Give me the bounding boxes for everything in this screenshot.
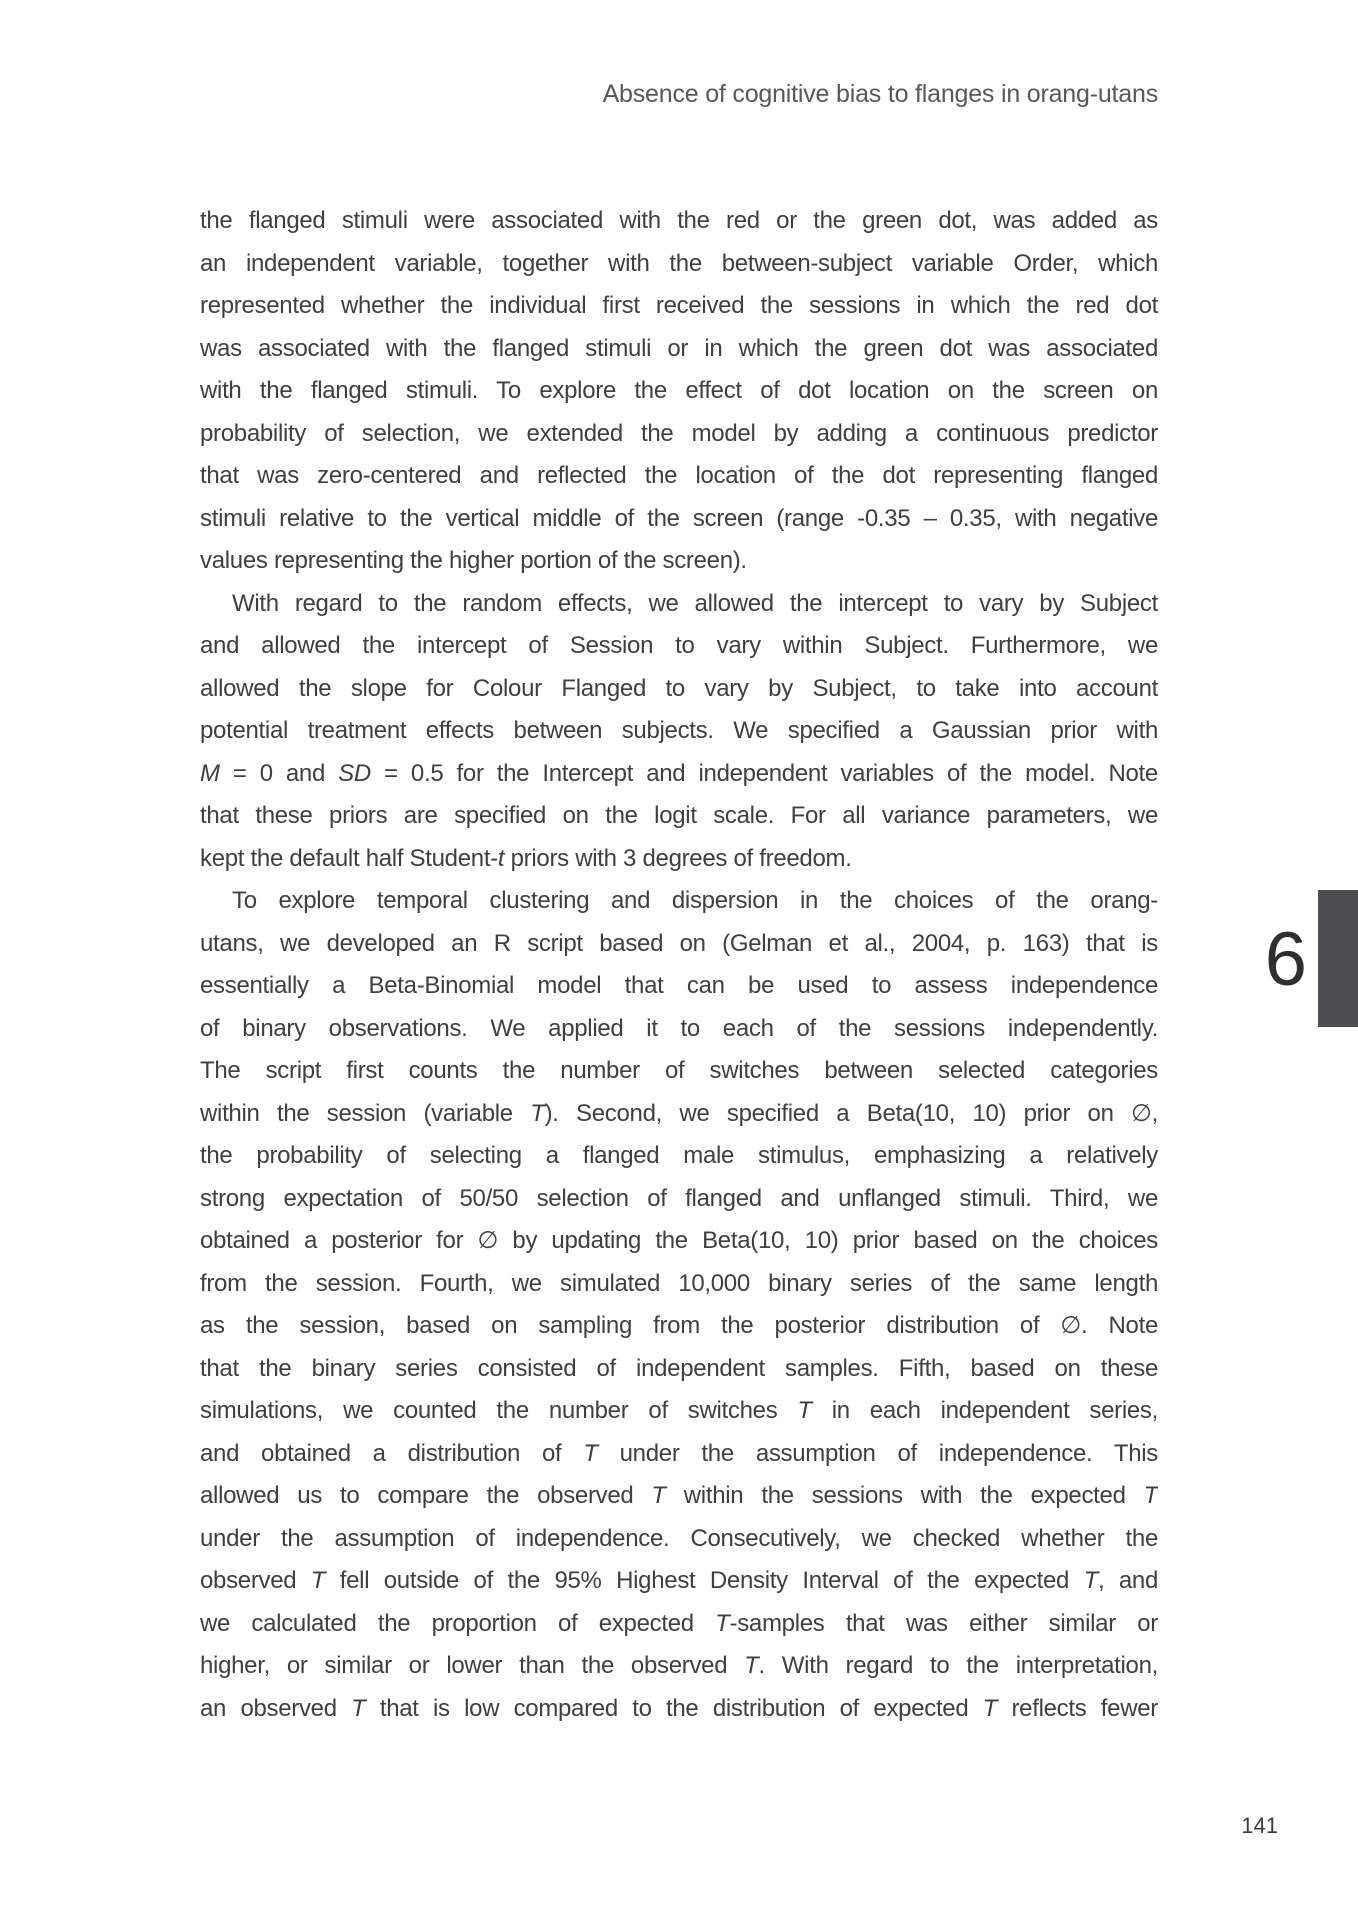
body-line: an observed T that is low compared to the distribution of expected T reflects fewer — [200, 1694, 1158, 1722]
body-line: within the session (variable T). Second, we specified a Beta(10, 10) prior on ∅, — [200, 1099, 1158, 1127]
body-line: was associated with the flanged stimuli or in which the green dot was associated — [200, 334, 1158, 362]
body-line: and obtained a distribution of T under the assumption of independence. This — [200, 1439, 1158, 1467]
body-line: that was zero-centered and reflected the location of the dot representing flanged — [200, 462, 1158, 489]
body-line: under the assumption of independence. Consecutively, we checked whether the — [200, 1524, 1158, 1552]
body-line: as the session, based on sampling from the posterior distribution of ∅. Note — [200, 1312, 1158, 1339]
body-line: stimuli relative to the vertical middle of the screen (range -0.35 – 0.35, with negative — [200, 504, 1158, 532]
paragraph — [200, 880, 1158, 1730]
chapter-tab-marker — [1318, 890, 1358, 1027]
body-line: The script first counts the number of switches between selected categories — [200, 1057, 1158, 1084]
body-line: that the binary series consisted of independent samples. Fifth, based on these — [200, 1354, 1158, 1382]
body-line: represented whether the individual first received the sessions in which the red dot — [200, 292, 1158, 319]
body-line: observed T fell outside of the 95% Highest Density Interval of the expected T, and — [200, 1567, 1158, 1594]
body-line: M = 0 and SD = 0.5 for the Intercept and independent variables of the model. Note — [200, 759, 1158, 787]
body-line: values representing the higher portion of the screen). — [200, 547, 747, 574]
body-text — [200, 200, 1158, 1730]
body-line: strong expectation of 50/50 selection of flanged and unflanged stimuli. Third, we — [200, 1184, 1158, 1212]
body-line: the flanged stimuli were associated with the red or the green dot, was added as — [200, 207, 1158, 234]
body-line: With regard to the random effects, we allowed the intercept to vary by Subject — [232, 589, 1158, 617]
body-line: the probability of selecting a flanged male stimulus, emphasizing a relatively — [200, 1142, 1158, 1169]
body-line: allowed the slope for Colour Flanged to vary by Subject, to take into account — [200, 674, 1158, 702]
body-line: probability of selection, we extended the model by adding a continuous predictor — [200, 419, 1158, 447]
paragraph — [200, 583, 1158, 881]
page-number: 141 — [1241, 1813, 1278, 1838]
body-line: that these priors are specified on the logit scale. For all variance parameters, we — [200, 802, 1158, 829]
body-line: utans, we developed an R script based on (Gelman et al., 2004, p. 163) that is — [200, 929, 1158, 957]
body-line: of binary observations. We applied it to each of the sessions independently. — [200, 1014, 1158, 1042]
body-line: simulations, we counted the number of switches T in each independent series, — [200, 1397, 1158, 1424]
body-line: essentially a Beta-Binomial model that can be used to assess independence — [200, 972, 1158, 999]
chapter-number: 6 — [1264, 917, 1307, 1002]
body-line: potential treatment effects between subjects. We specified a Gaussian prior with — [200, 717, 1158, 744]
body-line: obtained a posterior for ∅ by updating the Beta(10, 10) prior based on the choices — [200, 1227, 1158, 1254]
body-line: we calculated the proportion of expected T-samples that was either similar or — [200, 1609, 1158, 1637]
body-line: kept the default half Student-t priors with 3 degrees of freedom. — [200, 844, 852, 872]
body-line: allowed us to compare the observed T within the sessions with the expected T — [200, 1482, 1158, 1509]
body-line: higher, or similar or lower than the observed T. With regard to the interpretation, — [200, 1652, 1158, 1679]
body-line: with the flanged stimuli. To explore the effect of dot location on the screen on — [200, 377, 1158, 404]
body-line: and allowed the intercept of Session to vary within Subject. Furthermore, we — [200, 632, 1158, 659]
body-line: from the session. Fourth, we simulated 10,000 binary series of the same length — [200, 1269, 1158, 1297]
body-line: To explore temporal clustering and dispersion in the choices of the orang- — [232, 887, 1158, 914]
body-line: an independent variable, together with the between-subject variable Order, which — [200, 249, 1158, 277]
running-header: Absence of cognitive bias to flanges in orang-utans — [602, 80, 1158, 108]
paragraph — [200, 200, 1158, 583]
